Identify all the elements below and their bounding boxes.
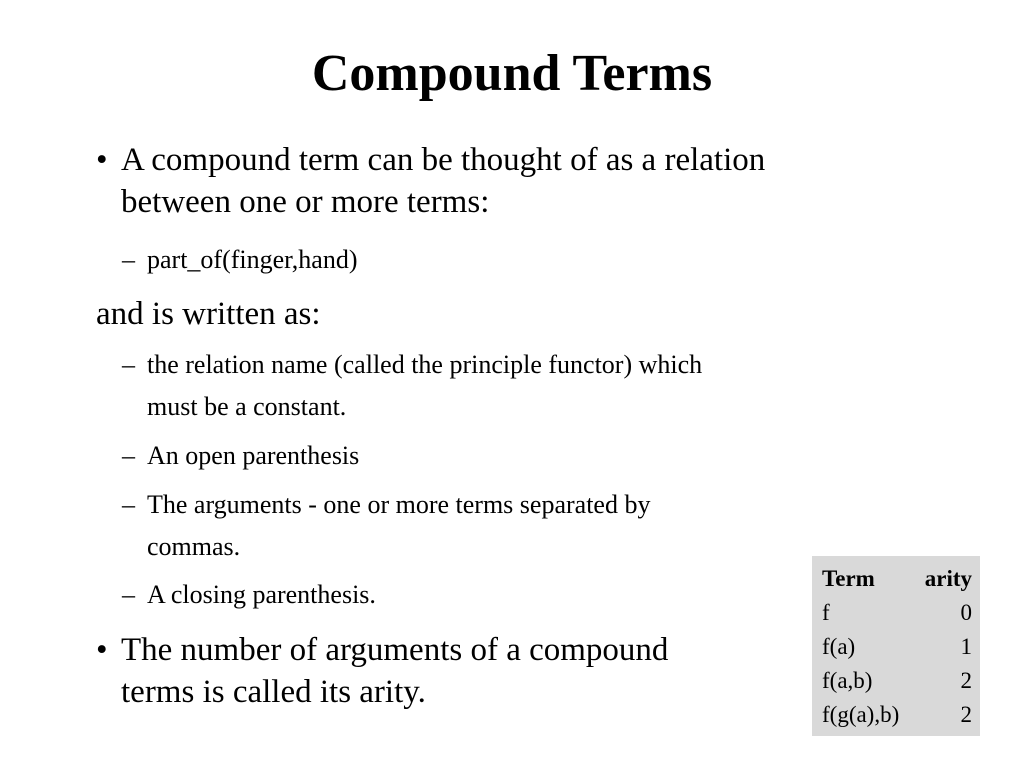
table-row — [822, 698, 972, 732]
bullet-arity — [96, 629, 668, 713]
bullet-text-line1: A compound term can be thought of as a relation — [121, 142, 766, 178]
written-as-line: and is written as: — [96, 296, 321, 332]
bullet-text-line2: between one or more terms: — [121, 184, 490, 220]
column-header-arity: arity — [924, 566, 972, 591]
sub-item-close-paren — [122, 574, 376, 616]
dash-marker: – — [122, 580, 135, 609]
bullet-marker: • — [96, 632, 108, 668]
term-cell: f — [822, 600, 830, 625]
sub-item-text-line1: the relation name (called the principle functor) which — [147, 350, 703, 379]
bullet-text-line2: terms is called its arity. — [121, 674, 426, 710]
arity-cell: 2 — [960, 702, 972, 727]
arity-table — [812, 556, 980, 736]
sub-item-example — [122, 239, 357, 281]
sub-item-text: part_of(finger,hand) — [147, 245, 358, 274]
dash-marker: – — [122, 490, 135, 519]
sub-item-text-line2: commas. — [147, 532, 241, 561]
arity-cell: 1 — [960, 634, 972, 659]
bullet-marker: • — [96, 142, 108, 178]
sub-item-text-line2: must be a constant. — [147, 392, 347, 421]
table-row — [822, 664, 972, 698]
sub-item-text-line1: The arguments - one or more terms separated by — [147, 490, 651, 519]
arity-cell: 0 — [960, 600, 972, 625]
column-header-term: Term — [822, 566, 875, 591]
term-cell: f(a) — [822, 634, 856, 659]
arity-cell: 2 — [960, 668, 972, 693]
bullet-compound-term — [96, 139, 765, 223]
dash-marker: – — [122, 245, 135, 274]
sub-item-text: A closing parenthesis. — [147, 580, 376, 609]
table-row — [822, 596, 972, 630]
sub-item-open-paren — [122, 435, 359, 477]
sub-item-relation-name — [122, 344, 702, 428]
sub-item-text: An open parenthesis — [147, 441, 360, 470]
bullet-text-line1: The number of arguments of a compound — [121, 632, 669, 668]
term-cell: f(g(a),b) — [822, 702, 900, 727]
slide-title: Compound Terms — [311, 45, 713, 102]
arity-table-grid — [822, 562, 972, 732]
table-header-row — [822, 562, 972, 596]
table-row — [822, 630, 972, 664]
term-cell: f(a,b) — [822, 668, 873, 693]
dash-marker: – — [122, 350, 135, 379]
dash-marker: – — [122, 441, 135, 470]
sub-item-arguments — [122, 484, 650, 568]
